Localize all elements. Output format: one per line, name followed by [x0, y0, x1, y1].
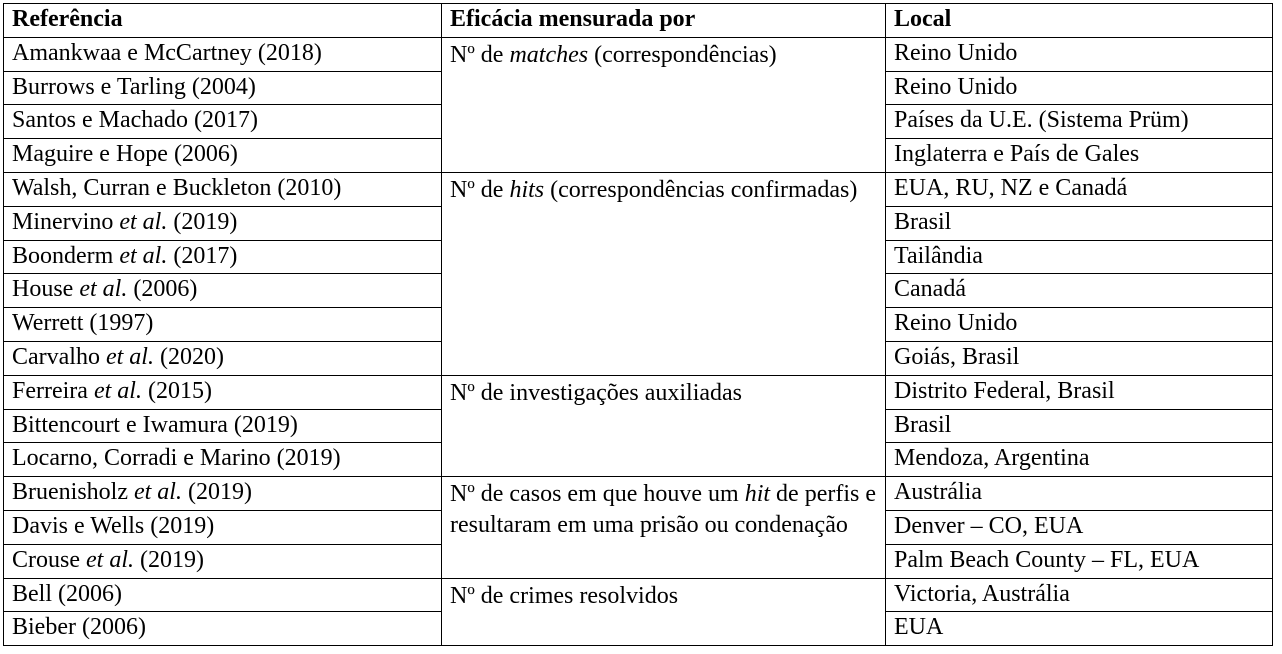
location-cell: Canadá: [886, 274, 1273, 308]
efficacy-italic-term: hits: [509, 176, 545, 203]
reference-etal: et al.: [86, 546, 134, 573]
reference-year: (2017): [167, 242, 238, 269]
location-cell: Reino Unido: [886, 308, 1273, 342]
table-body: [4, 37, 1273, 645]
reference-author: Crouse: [12, 546, 86, 573]
location-cell: Goiás, Brasil: [886, 341, 1273, 375]
reference-year: (2006): [127, 276, 198, 303]
reference-cell: [4, 544, 442, 578]
efficacy-cell: [442, 477, 886, 578]
efficacy-cell: [442, 37, 886, 172]
reference-author: Minervino: [12, 208, 120, 235]
table-row: [4, 37, 1273, 71]
table-row: [4, 172, 1273, 206]
reference-author: Carvalho: [12, 343, 106, 370]
location-cell: Tailândia: [886, 240, 1273, 274]
location-cell: Países da U.E. (Sistema Prüm): [886, 105, 1273, 139]
table-row: [4, 578, 1273, 612]
location-cell: Victoria, Austrália: [886, 578, 1273, 612]
reference-author: Bittencourt e Iwamura (2019): [12, 411, 298, 438]
reference-cell: [4, 510, 442, 544]
efficacy-text: Nº de: [450, 41, 510, 68]
reference-cell: [4, 578, 442, 612]
reference-cell: [4, 139, 442, 173]
table-row: [4, 375, 1273, 409]
efficacy-text: Nº de: [450, 176, 510, 203]
reference-etal: et al.: [79, 276, 128, 303]
location-cell: Inglaterra e País de Gales: [886, 139, 1273, 173]
reference-author: Burrows e Tarling (2004): [12, 73, 256, 100]
references-table: [3, 3, 1273, 646]
reference-author: Amankwaa e McCartney (2018): [12, 39, 322, 66]
location-cell: Brasil: [886, 206, 1273, 240]
reference-cell: [4, 240, 442, 274]
reference-cell: [4, 206, 442, 240]
header-local: Local: [886, 4, 1273, 38]
reference-author: Santos e Machado (2017): [12, 107, 258, 134]
table-row: [4, 477, 1273, 511]
location-cell: Brasil: [886, 409, 1273, 443]
reference-cell: [4, 105, 442, 139]
efficacy-text: Nº de investigações auxiliadas: [450, 379, 743, 406]
reference-author: Ferreira: [12, 377, 94, 404]
reference-year: (2019): [181, 479, 252, 506]
efficacy-text: Nº de crimes resolvidos: [450, 582, 679, 609]
efficacy-italic-term: matches: [509, 41, 589, 68]
reference-year: (2015): [141, 377, 212, 404]
reference-author: Bieber (2006): [12, 614, 146, 641]
location-cell: Reino Unido: [886, 37, 1273, 71]
location-cell: Distrito Federal, Brasil: [886, 375, 1273, 409]
reference-author: House: [12, 276, 80, 303]
reference-cell: [4, 341, 442, 375]
header-eficacia: Eficácia mensurada por: [442, 4, 886, 38]
reference-etal: et al.: [119, 208, 168, 235]
location-cell: EUA, RU, NZ e Canadá: [886, 172, 1273, 206]
reference-author: Maguire e Hope (2006): [12, 141, 238, 168]
location-cell: Mendoza, Argentina: [886, 443, 1273, 477]
efficacy-text-rest: (correspondências): [588, 41, 777, 68]
header-row: [4, 4, 1273, 38]
efficacy-cell: [442, 172, 886, 375]
reference-author: Bruenisholz: [12, 479, 134, 506]
efficacy-italic-term: hit: [744, 481, 771, 508]
reference-cell: [4, 71, 442, 105]
reference-etal: et al.: [105, 343, 154, 370]
reference-etal: et al.: [93, 377, 142, 404]
efficacy-cell: [442, 578, 886, 646]
reference-cell: [4, 37, 442, 71]
reference-year: (2019): [167, 208, 238, 235]
reference-author: Walsh, Curran e Buckleton (2010): [12, 174, 342, 201]
efficacy-text-rest: (correspondências confirmadas): [544, 176, 858, 203]
reference-author: Werrett (1997): [12, 310, 154, 337]
header-referencia: Referência: [4, 4, 442, 38]
reference-cell: [4, 172, 442, 206]
location-cell: EUA: [886, 612, 1273, 646]
efficacy-text-rest: de perfis e resultaram em uma prisão ou condenação: [450, 481, 876, 539]
efficacy-text: Nº de casos em que houve um: [450, 481, 745, 508]
reference-author: Davis e Wells (2019): [12, 512, 215, 539]
reference-year: (2020): [153, 343, 224, 370]
reference-cell: [4, 612, 442, 646]
reference-cell: [4, 409, 442, 443]
reference-cell: [4, 308, 442, 342]
reference-author: Boonderm: [12, 242, 120, 269]
reference-author: Locarno, Corradi e Marino (2019): [12, 445, 341, 472]
reference-etal: et al.: [133, 479, 182, 506]
reference-cell: [4, 274, 442, 308]
location-cell: Palm Beach County – FL, EUA: [886, 544, 1273, 578]
reference-cell: [4, 477, 442, 511]
reference-cell: [4, 375, 442, 409]
location-cell: Reino Unido: [886, 71, 1273, 105]
reference-year: (2019): [134, 546, 204, 573]
reference-cell: [4, 443, 442, 477]
reference-etal: et al.: [119, 242, 168, 269]
location-cell: Austrália: [886, 477, 1273, 511]
location-cell: Denver – CO, EUA: [886, 510, 1273, 544]
reference-author: Bell (2006): [12, 580, 122, 607]
efficacy-cell: [442, 375, 886, 476]
